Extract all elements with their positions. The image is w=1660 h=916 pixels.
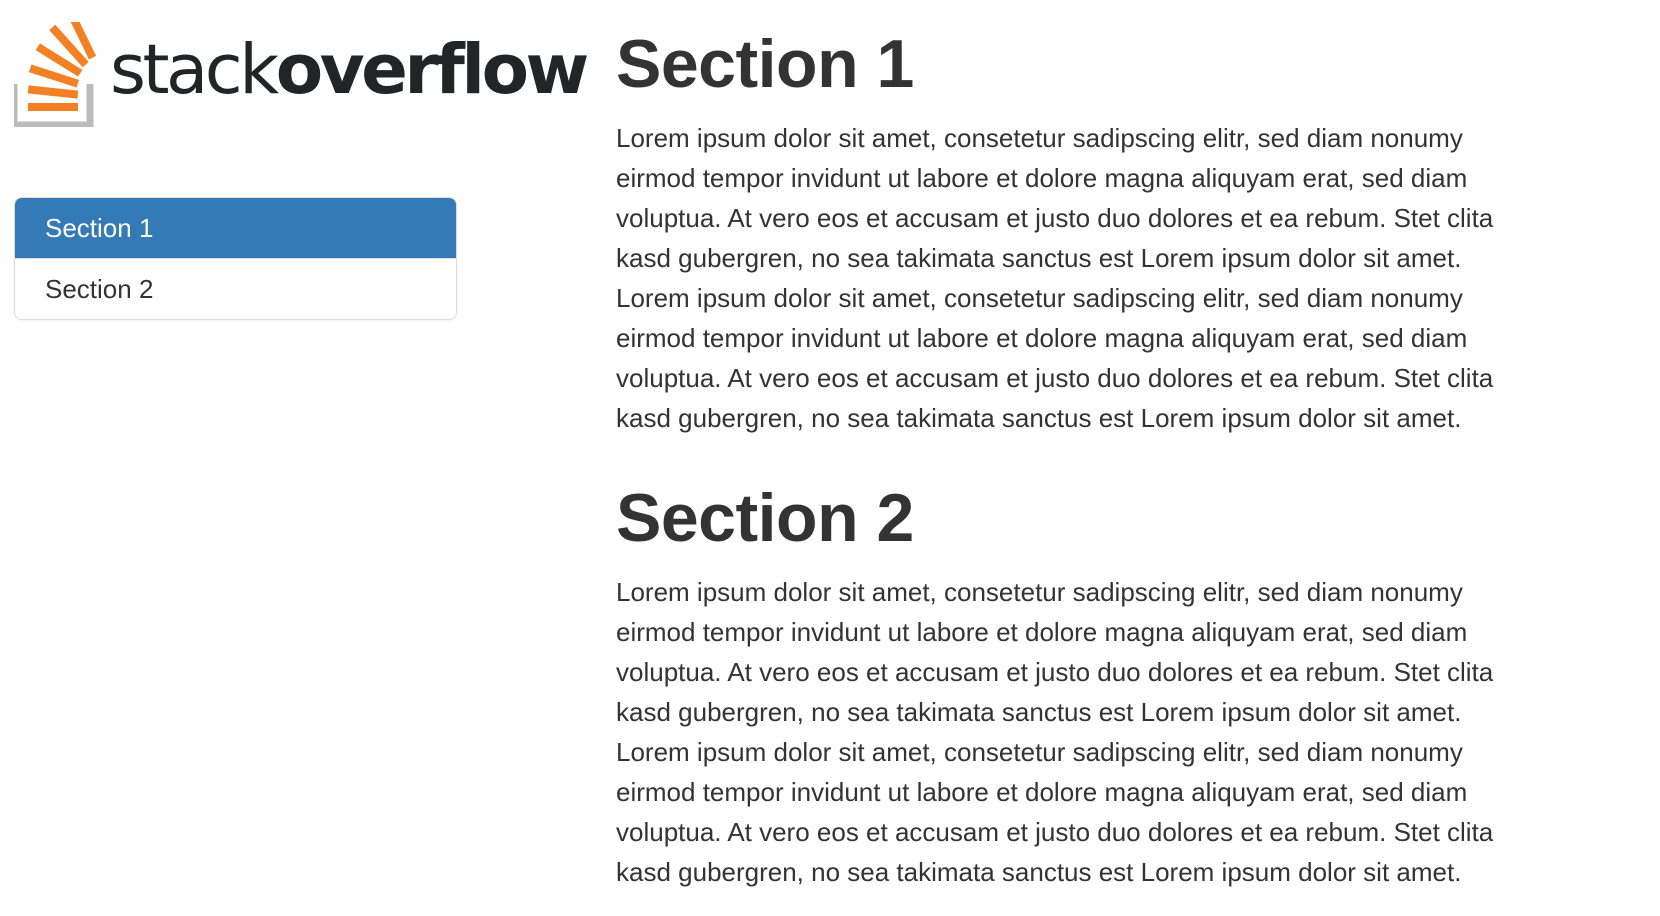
section-1-paragraph xyxy=(616,118,1606,438)
nav-item-section-2[interactable]: Section 2 xyxy=(15,258,456,319)
section-2-line: kasd gubergren, no sea takimata sanctus est Lorem ipsum dolor sit amet. xyxy=(616,697,1462,727)
section-1-title: Section 1 xyxy=(616,26,914,102)
section-1-line: voluptua. At vero eos et accusam et justo duo dolores et ea rebum. Stet clita xyxy=(616,203,1494,233)
section-1-line: eirmod tempor invidunt ut labore et dolore magna aliquyam erat, sed diam xyxy=(616,163,1468,193)
section-2-line: voluptua. At vero eos et accusam et justo duo dolores et ea rebum. Stet clita xyxy=(616,817,1494,847)
section-2-line: voluptua. At vero eos et accusam et justo duo dolores et ea rebum. Stet clita xyxy=(616,657,1494,687)
section-2-title: Section 2 xyxy=(616,480,914,556)
section-2-line: kasd gubergren, no sea takimata sanctus est Lorem ipsum dolor sit amet. xyxy=(616,857,1462,887)
section-2-line: Lorem ipsum dolor sit amet, consetetur sadipscing elitr, sed diam nonumy xyxy=(616,737,1463,767)
section-1-line: kasd gubergren, no sea takimata sanctus est Lorem ipsum dolor sit amet. xyxy=(616,243,1462,273)
section-2-paragraph xyxy=(616,572,1606,892)
nav-item-section-1[interactable]: Section 1 xyxy=(15,198,456,258)
sidebar-nav xyxy=(14,197,457,320)
section-2-line: Lorem ipsum dolor sit amet, consetetur sadipscing elitr, sed diam nonumy xyxy=(616,577,1463,607)
section-2-line: eirmod tempor invidunt ut labore et dolore magna aliquyam erat, sed diam xyxy=(616,617,1468,647)
section-2-line: eirmod tempor invidunt ut labore et dolore magna aliquyam erat, sed diam xyxy=(616,777,1468,807)
logo-wordmark xyxy=(110,30,586,110)
section-1-line: kasd gubergren, no sea takimata sanctus est Lorem ipsum dolor sit amet. xyxy=(616,403,1462,433)
logo-text-bold: overflow xyxy=(275,30,586,110)
section-1-line: Lorem ipsum dolor sit amet, consetetur sadipscing elitr, sed diam nonumy xyxy=(616,283,1463,313)
stackoverflow-logo[interactable] xyxy=(14,22,586,127)
section-1-line: eirmod tempor invidunt ut labore et dolore magna aliquyam erat, sed diam xyxy=(616,323,1468,353)
stack-logo-icon xyxy=(14,22,104,127)
logo-text-light: stack xyxy=(110,30,276,110)
section-1-line: voluptua. At vero eos et accusam et justo duo dolores et ea rebum. Stet clita xyxy=(616,363,1494,393)
section-1-line: Lorem ipsum dolor sit amet, consetetur sadipscing elitr, sed diam nonumy xyxy=(616,123,1463,153)
